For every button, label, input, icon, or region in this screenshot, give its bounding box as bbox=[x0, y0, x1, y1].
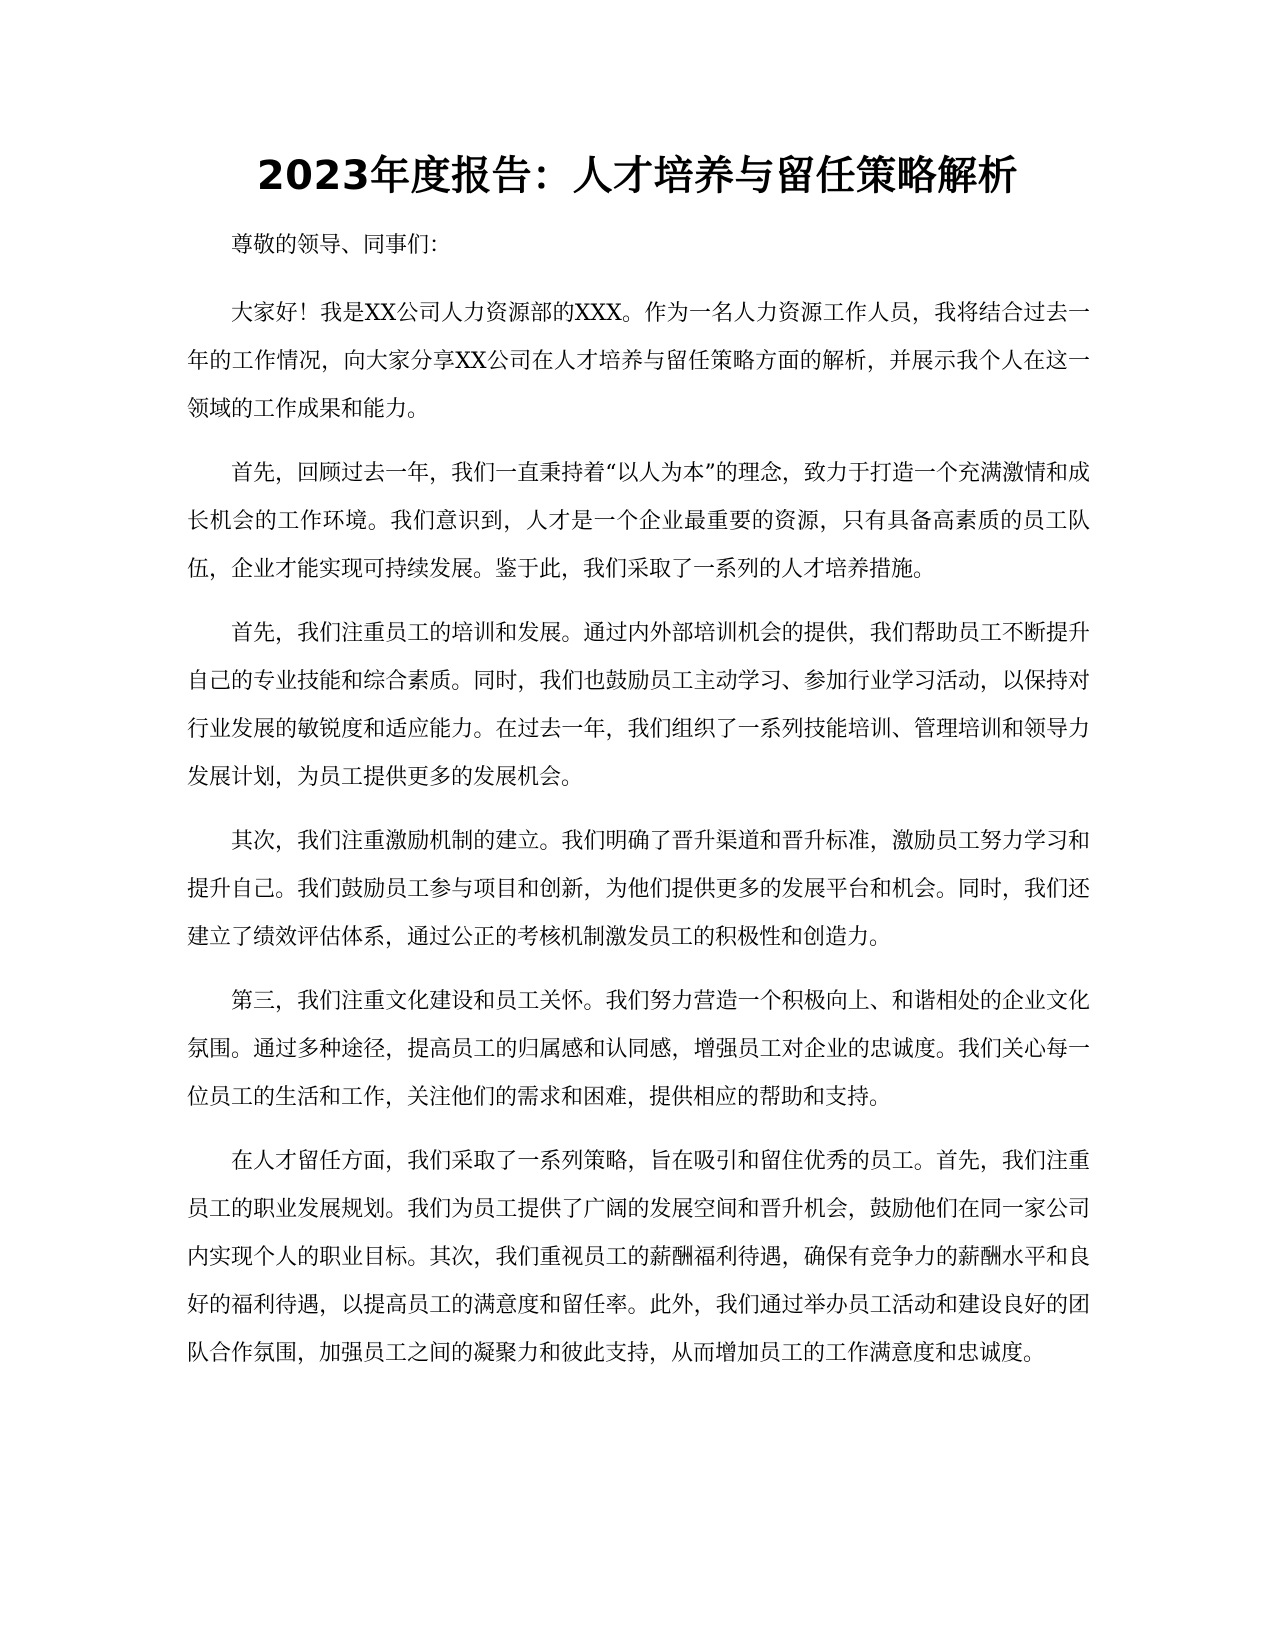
document-title: 2023年度报告：人才培养与留任策略解析 bbox=[256, 153, 1019, 199]
paragraph-review: 首先，回顾过去一年，我们一直秉持着“以人为本”的理念，致力于打造一个充满激情和成长机会的工作环境。我们意识到，人才是一个企业最重要的资源，只有具备高素质的员工队伍，企业才能实现可持续发展。鉴于此，我们采取了一系列的人才培养措施。 bbox=[187, 461, 1090, 582]
document-body bbox=[187, 222, 1090, 1394]
paragraph-intro: 大家好！我是XX公司人力资源部的XXX。作为一名人力资源工作人员，我将结合过去一年的工作情况，向大家分享XX公司在人才培养与留任策略方面的解析，并展示我个人在这一领域的工作成果和能力。 bbox=[187, 301, 1090, 422]
paragraph-retention: 在人才留任方面，我们采取了一系列策略，旨在吸引和留住优秀的员工。首先，我们注重员工的职业发展规划。我们为员工提供了广阔的发展空间和晋升机会，鼓励他们在同一家公司内实现个人的职业目标。其次，我们重视员工的薪酬福利待遇，确保有竞争力的薪酬水平和良好的福利待遇，以提高员工的满意度和留任率。此外，我们通过举办员工活动和建设良好的团队合作氛围，加强员工之间的凝聚力和彼此支持，从而增加员工的工作满意度和忠诚度。 bbox=[187, 1149, 1090, 1366]
paragraph-culture: 第三，我们注重文化建设和员工关怀。我们努力营造一个积极向上、和谐相处的企业文化氛围。通过多种途径，提高员工的归属感和认同感，增强员工对企业的忠诚度。我们关心每一位员工的生活和工作，关注他们的需求和困难，提供相应的帮助和支持。 bbox=[187, 989, 1090, 1110]
paragraph-training: 首先，我们注重员工的培训和发展。通过内外部培训机会的提供，我们帮助员工不断提升自己的专业技能和综合素质。同时，我们也鼓励员工主动学习、参加行业学习活动，以保持对行业发展的敏锐度和适应能力。在过去一年，我们组织了一系列技能培训、管理培训和领导力发展计划，为员工提供更多的发展机会。 bbox=[187, 621, 1090, 790]
paragraph-incentives: 其次，我们注重激励机制的建立。我们明确了晋升渠道和晋升标准，激励员工努力学习和提升自己。我们鼓励员工参与项目和创新，为他们提供更多的发展平台和机会。同时，我们还建立了绩效评估体系，通过公正的考核机制激发员工的积极性和创造力。 bbox=[187, 829, 1090, 950]
salutation: 尊敬的领导、同事们： bbox=[231, 233, 452, 258]
